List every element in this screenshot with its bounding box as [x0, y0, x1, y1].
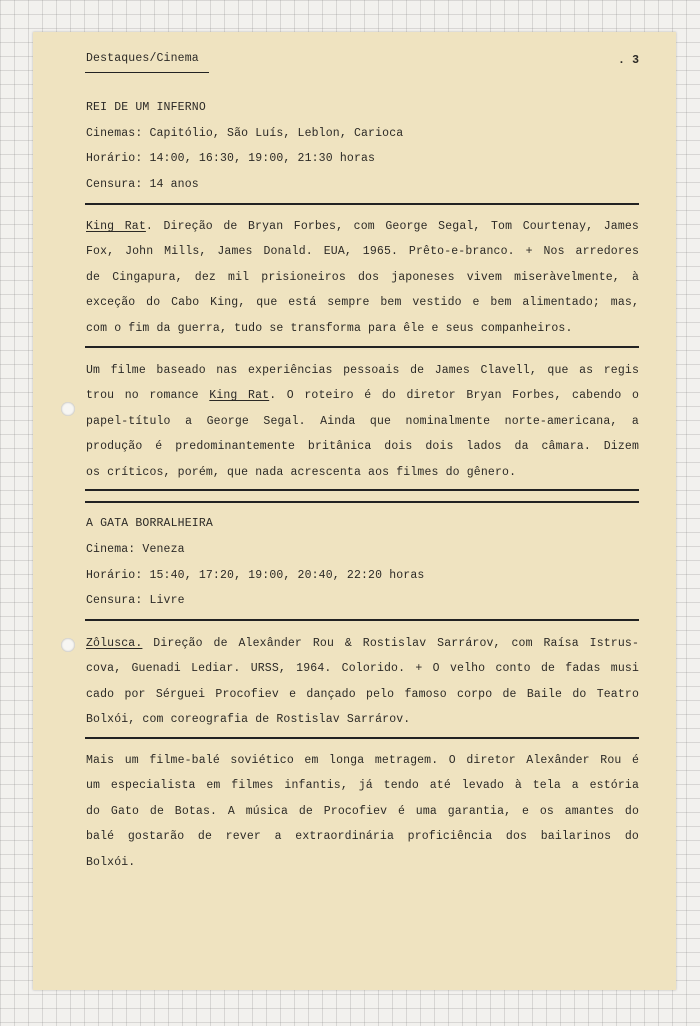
- original-title: King Rat: [86, 220, 146, 233]
- divider: [85, 203, 639, 205]
- film-title: A GATA BORRALHEIRA: [86, 517, 213, 530]
- section-header-underline: [85, 72, 209, 73]
- film-title: REI DE UM INFERNO: [86, 101, 206, 114]
- synopsis-line: exceção do Cabo King, que está sempre bem vestido e bem alimentado; mas,: [86, 296, 639, 309]
- review-line: balé gostarão de rever a extraordinária proficiência dos bailarinos do: [86, 830, 639, 843]
- section-header: Destaques/Cinema: [86, 52, 199, 65]
- synopsis-line: de Cingapura, dez mil prisioneiros dos japoneses vivem miseràvelmente, à: [86, 271, 639, 284]
- typed-page: [33, 32, 676, 990]
- synopsis-line: Zôlusca. Direção de Alexânder Rou & Rostislav Sarrárov, com Raísa Istrus-: [86, 637, 639, 650]
- film-schedule: Horário: 14:00, 16:30, 19:00, 21:30 horas: [86, 152, 376, 165]
- film-cinemas: Cinema: Veneza: [86, 543, 185, 556]
- review-line: produção é predominantemente britânica dois dois lados da câmara. Dizem: [86, 440, 639, 453]
- original-title: King Rat: [209, 389, 270, 402]
- punch-hole: [61, 638, 75, 652]
- film-rating: Censura: Livre: [86, 594, 185, 607]
- synopsis-line: King Rat. Direção de Bryan Forbes, com George Segal, Tom Courtenay, James: [86, 220, 639, 233]
- divider: [85, 346, 639, 348]
- punch-hole: [61, 402, 75, 416]
- synopsis-line: Fox, John Mills, James Donald. EUA, 1965. Prêto-e-branco. + Nos arredores: [86, 245, 639, 258]
- divider: [85, 737, 639, 739]
- review-line: papel-título a George Segal. Ainda que nominalmente norte-americana, a: [86, 415, 639, 428]
- page-number: . 3: [618, 54, 640, 67]
- review-line: Mais um filme-balé soviético em longa metragem. O diretor Alexânder Rou é: [86, 754, 639, 767]
- synopsis-line: com o fim da guerra, tudo se transforma para êle e seus companheiros.: [86, 322, 573, 335]
- divider: [85, 619, 639, 621]
- divider: [85, 489, 639, 491]
- original-title: Zôlusca.: [86, 637, 143, 650]
- review-line: Bolxói.: [86, 856, 136, 869]
- review-line: Um filme baseado nas experiências pessoais de James Clavell, que as regis: [86, 364, 639, 377]
- review-line: trou no romance King Rat. O roteiro é do diretor Bryan Forbes, cabendo o: [86, 389, 639, 402]
- divider: [85, 501, 639, 503]
- synopsis-line: cado por Sérguei Procofiev e dançado pelo famoso corpo de Baile do Teatro: [86, 688, 639, 701]
- film-rating: Censura: 14 anos: [86, 178, 199, 191]
- synopsis-line: cova, Guenadi Lediar. URSS, 1964. Colorido. + O velho conto de fadas musi: [86, 662, 639, 675]
- film-cinemas: Cinemas: Capitólio, São Luís, Leblon, Carioca: [86, 127, 404, 140]
- film-schedule: Horário: 15:40, 17:20, 19:00, 20:40, 22:20 horas: [86, 569, 425, 582]
- review-line: os críticos, porém, que nada acrescenta aos filmes do gênero.: [86, 466, 517, 479]
- review-line: do Gato de Botas. A música de Procofiev é uma garantia, e os amantes do: [86, 805, 639, 818]
- review-line: um especialista em filmes infantis, já tendo até levado à tela a estória: [86, 779, 639, 792]
- synopsis-line: Bolxói, com coreografia de Rostislav Sarrárov.: [86, 713, 411, 726]
